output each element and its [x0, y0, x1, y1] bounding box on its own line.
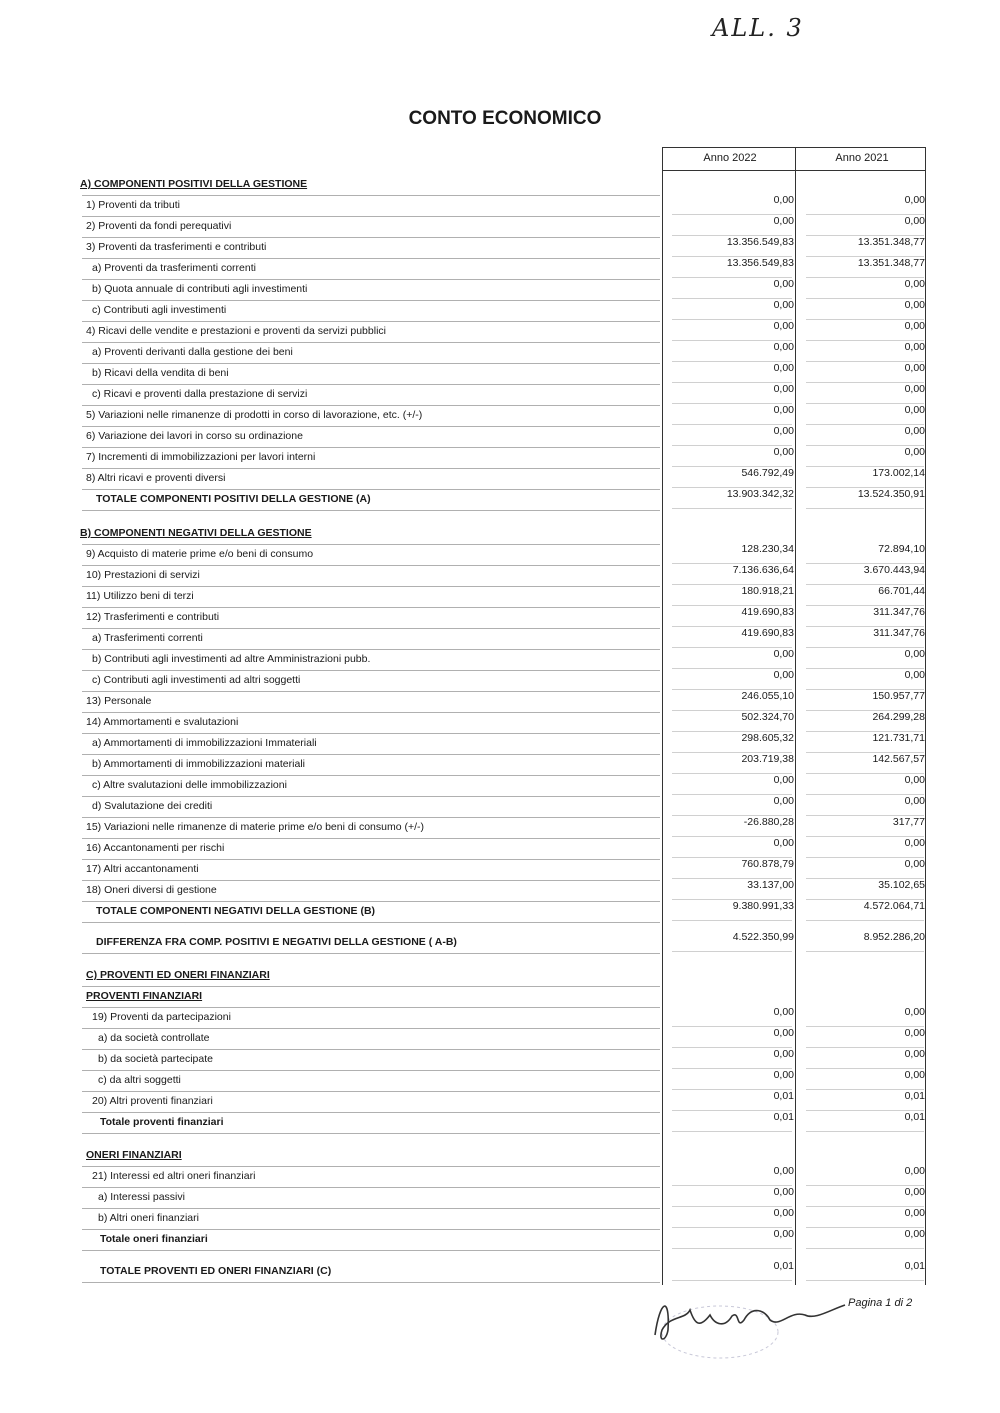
value-2022: 0,00	[773, 278, 794, 290]
value-2021: 0,00	[904, 194, 925, 206]
row-label: c) Ricavi e proventi dalla prestazione di servizi	[92, 388, 308, 400]
value-2021: 35.102,65	[878, 879, 925, 891]
value-2022: 203.719,38	[741, 753, 794, 765]
table-row	[0, 217, 1000, 238]
row-label: 8) Altri ricavi e proventi diversi	[86, 472, 226, 484]
value-2022: 13.356.549,83	[726, 236, 794, 248]
value-2022: 246.055,10	[741, 690, 794, 702]
table-row	[0, 608, 1000, 629]
value-2021: 0,01	[904, 1260, 925, 1272]
value-2022: 0,00	[773, 446, 794, 458]
table-row	[0, 566, 1000, 587]
value-2022: 0,00	[773, 669, 794, 681]
value-2022: 0,00	[773, 1165, 794, 1177]
total-row	[0, 1113, 1000, 1134]
table-row	[0, 713, 1000, 734]
value-2021: 0,00	[904, 1069, 925, 1081]
value-2022: 128.230,34	[741, 543, 794, 555]
table-row	[0, 301, 1000, 322]
table-row	[0, 469, 1000, 490]
table-row	[0, 1050, 1000, 1071]
row-label: b) Contributi agli investimenti ad altre Amministrazioni pubb.	[92, 653, 371, 665]
value-2021: 0,00	[904, 215, 925, 227]
total-row	[0, 490, 1000, 511]
value-2021: 264.299,28	[872, 711, 925, 723]
section-heading	[0, 966, 1000, 987]
value-2021: 0,00	[904, 1006, 925, 1018]
value-2021: 0,00	[904, 648, 925, 660]
table-row	[0, 1209, 1000, 1230]
table-row	[0, 587, 1000, 608]
value-2021: 311.347,76	[873, 627, 925, 639]
value-2022: 0,00	[773, 1048, 794, 1060]
value-2022: 0,00	[773, 1027, 794, 1039]
value-2022: 419.690,83	[741, 627, 794, 639]
row-label: 6) Variazione dei lavori in corso su ordinazione	[86, 430, 303, 442]
value-2021: 0,01	[904, 1111, 925, 1123]
value-2021: 4.572.064,71	[863, 900, 925, 912]
value-2021: 0,00	[904, 858, 925, 870]
value-2021: 0,01	[904, 1090, 925, 1102]
value-2021: 0,00	[904, 299, 925, 311]
value-2022: 33.137,00	[747, 879, 794, 891]
table-row	[0, 692, 1000, 713]
value-2022: 0,00	[773, 362, 794, 374]
value-2022: 0,00	[773, 194, 794, 206]
row-label: 4) Ricavi delle vendite e prestazioni e proventi da servizi pubblici	[86, 325, 386, 337]
row-label: 19) Proventi da partecipazioni	[92, 1011, 231, 1023]
section-heading	[0, 175, 1000, 196]
table-row	[0, 1092, 1000, 1113]
value-2022: 419.690,83	[741, 606, 794, 618]
row-label: 15) Variazioni nelle rimanenze di materie prime e/o beni di consumo (+/-)	[86, 821, 425, 833]
value-2021: 0,00	[904, 362, 925, 374]
value-2022: 0,00	[773, 299, 794, 311]
value-2022: 0,00	[773, 425, 794, 437]
row-label: 17) Altri accantonamenti	[86, 863, 199, 875]
value-2022: 0,01	[773, 1090, 794, 1102]
row-label: c) Contributi agli investimenti	[92, 304, 227, 316]
row-label: a) Proventi da trasferimenti correnti	[92, 262, 256, 274]
value-2022: 180.918,21	[741, 585, 794, 597]
value-2022: 0,00	[773, 648, 794, 660]
value-2022: 502.324,70	[741, 711, 794, 723]
table-row	[0, 650, 1000, 671]
value-2021: 0,00	[904, 1027, 925, 1039]
row-label: Totale oneri finanziari	[100, 1233, 208, 1245]
row-label: 10) Prestazioni di servizi	[86, 569, 200, 581]
table-row	[0, 881, 1000, 902]
value-2022: 4.522.350,99	[732, 931, 794, 943]
row-label: ONERI FINANZIARI	[86, 1149, 182, 1161]
table-row	[0, 385, 1000, 406]
value-2021: 66.701,44	[878, 585, 925, 597]
page-number: Pagina 1 di 2	[848, 1297, 913, 1309]
table-row	[0, 545, 1000, 566]
value-2022: 0,00	[773, 404, 794, 416]
value-2022: 0,00	[773, 1207, 794, 1219]
row-label: 18) Oneri diversi di gestione	[86, 884, 217, 896]
row-label: b) da società partecipate	[98, 1053, 213, 1065]
row-label: c) Altre svalutazioni delle immobilizzazioni	[92, 779, 287, 791]
row-label: a) Interessi passivi	[98, 1191, 185, 1203]
value-2021: 13.524.350,91	[857, 488, 925, 500]
value-2021: 0,00	[904, 1228, 925, 1240]
value-2022: 0,00	[773, 383, 794, 395]
row-label: 14) Ammortamenti e svalutazioni	[86, 716, 239, 728]
value-2022: 0,00	[773, 215, 794, 227]
table-row	[0, 406, 1000, 427]
table-row	[0, 1188, 1000, 1209]
value-2022: 13.356.549,83	[726, 257, 794, 269]
total-row	[0, 902, 1000, 923]
row-label: PROVENTI FINANZIARI	[86, 990, 203, 1002]
value-2021: 173.002,14	[872, 467, 925, 479]
table-row	[0, 1029, 1000, 1050]
table-row	[0, 343, 1000, 364]
value-2022: 0,00	[773, 837, 794, 849]
row-label: b) Altri oneri finanziari	[98, 1212, 199, 1224]
signature-icon	[640, 1280, 880, 1360]
table-row	[0, 860, 1000, 881]
row-label: 9) Acquisto di materie prime e/o beni di consumo	[86, 548, 314, 560]
row-label: 5) Variazioni nelle rimanenze di prodotti in corso di lavorazione, etc. (+/-)	[86, 409, 423, 421]
value-2021: 317,77	[892, 816, 925, 828]
table-row	[0, 797, 1000, 818]
page-title: CONTO ECONOMICO	[408, 108, 602, 129]
table-row	[0, 238, 1000, 259]
value-2022: 7.136.636,64	[732, 564, 794, 576]
row-label: 12) Trasferimenti e contributi	[86, 611, 220, 623]
row-label: 13) Personale	[86, 695, 152, 707]
value-2021: 0,00	[904, 425, 925, 437]
row-label: 21) Interessi ed altri oneri finanziari	[92, 1170, 256, 1182]
value-2022: 546.792,49	[741, 467, 794, 479]
value-2022: 9.380.991,33	[732, 900, 794, 912]
row-label: d) Svalutazione dei crediti	[92, 800, 213, 812]
value-2022: 298.605,32	[741, 732, 794, 744]
value-2021: 121.731,71	[872, 732, 925, 744]
table-row	[0, 1008, 1000, 1029]
value-2021: 0,00	[904, 1165, 925, 1177]
value-2022: 760.878,79	[741, 858, 794, 870]
value-2022: 0,01	[773, 1111, 794, 1123]
table-row	[0, 755, 1000, 776]
row-label: 7) Incrementi di immobilizzazioni per lavori interni	[86, 451, 316, 463]
row-label: DIFFERENZA FRA COMP. POSITIVI E NEGATIVI DELLA GESTIONE ( A-B)	[96, 936, 457, 948]
row-label: TOTALE COMPONENTI POSITIVI DELLA GESTIONE (A)	[96, 493, 371, 505]
value-2021: 13.351.348,77	[857, 236, 925, 248]
value-2021: 0,00	[904, 1186, 925, 1198]
section-heading	[0, 524, 1000, 545]
value-2022: 0,00	[773, 341, 794, 353]
row-label: b) Ricavi della vendita di beni	[92, 367, 229, 379]
row-label: 1) Proventi da tributi	[86, 199, 180, 211]
value-2021: 0,00	[904, 837, 925, 849]
row-label: C) PROVENTI ED ONERI FINANZIARI	[86, 969, 270, 981]
row-label: b) Quota annuale di contributi agli investimenti	[92, 283, 308, 295]
value-2022: -26.880,28	[743, 816, 794, 828]
value-2021: 8.952.286,20	[863, 931, 925, 943]
row-label: Totale proventi finanziari	[100, 1116, 224, 1128]
table-row	[0, 427, 1000, 448]
total-row	[0, 1230, 1000, 1251]
row-label: b) Ammortamenti di immobilizzazioni materiali	[92, 758, 305, 770]
value-2021: 0,00	[904, 404, 925, 416]
value-2022: 0,00	[773, 774, 794, 786]
row-label: 3) Proventi da trasferimenti e contributi	[86, 241, 267, 253]
value-2022: 0,00	[773, 1186, 794, 1198]
value-2021: 13.351.348,77	[857, 257, 925, 269]
value-2021: 150.957,77	[872, 690, 925, 702]
value-2022: 13.903.342,32	[726, 488, 794, 500]
value-2021: 0,00	[904, 1207, 925, 1219]
value-2021: 0,00	[904, 446, 925, 458]
row-label: 16) Accantonamenti per rischi	[86, 842, 225, 854]
total-row	[0, 933, 1000, 954]
column-header-2022: Anno 2022	[703, 152, 757, 164]
value-2021: 0,00	[904, 341, 925, 353]
row-label: 2) Proventi da fondi perequativi	[86, 220, 232, 232]
value-2022: 0,00	[773, 1228, 794, 1240]
table-row	[0, 280, 1000, 301]
table-row	[0, 671, 1000, 692]
value-2021: 3.670.443,94	[863, 564, 925, 576]
row-label: B) COMPONENTI NEGATIVI DELLA GESTIONE	[80, 527, 312, 539]
value-2022: 0,00	[773, 1006, 794, 1018]
table-row	[0, 734, 1000, 755]
row-label: A) COMPONENTI POSITIVI DELLA GESTIONE	[80, 178, 308, 190]
row-label: a) da società controllate	[98, 1032, 210, 1044]
table-row	[0, 629, 1000, 650]
value-2021: 0,00	[904, 1048, 925, 1060]
value-2021: 0,00	[904, 320, 925, 332]
row-label: TOTALE COMPONENTI NEGATIVI DELLA GESTIONE (B)	[96, 905, 376, 917]
table-row	[0, 448, 1000, 469]
table-row	[0, 196, 1000, 217]
value-2021: 72.894,10	[878, 543, 925, 555]
row-label: 20) Altri proventi finanziari	[92, 1095, 213, 1107]
value-2022: 0,01	[773, 1260, 794, 1272]
value-2021: 0,00	[904, 795, 925, 807]
table-row	[0, 364, 1000, 385]
row-label: a) Trasferimenti correnti	[92, 632, 203, 644]
value-2021: 142.567,57	[872, 753, 925, 765]
table-row	[0, 1071, 1000, 1092]
column-header-2021: Anno 2021	[835, 152, 889, 164]
row-label: c) Contributi agli investimenti ad altri soggetti	[92, 674, 301, 686]
row-label: 11) Utilizzo beni di terzi	[86, 590, 194, 602]
table-row	[0, 1167, 1000, 1188]
value-2021: 0,00	[904, 278, 925, 290]
section-heading	[0, 987, 1000, 1008]
value-2021: 0,00	[904, 774, 925, 786]
row-label: a) Proventi derivanti dalla gestione dei beni	[92, 346, 293, 358]
value-2022: 0,00	[773, 320, 794, 332]
table-row	[0, 818, 1000, 839]
value-2021: 0,00	[904, 669, 925, 681]
row-label: a) Ammortamenti di immobilizzazioni Immateriali	[92, 737, 317, 749]
table-row	[0, 322, 1000, 343]
table-row	[0, 839, 1000, 860]
value-2022: 0,00	[773, 795, 794, 807]
table-row	[0, 259, 1000, 280]
value-2021: 0,00	[904, 383, 925, 395]
row-label: c) da altri soggetti	[98, 1074, 181, 1086]
handwritten-annotation: ALL. 3	[712, 14, 804, 42]
value-2021: 311.347,76	[873, 606, 925, 618]
row-label: TOTALE PROVENTI ED ONERI FINANZIARI (C)	[100, 1265, 332, 1277]
table-row	[0, 776, 1000, 797]
value-2022: 0,00	[773, 1069, 794, 1081]
section-heading	[0, 1146, 1000, 1167]
